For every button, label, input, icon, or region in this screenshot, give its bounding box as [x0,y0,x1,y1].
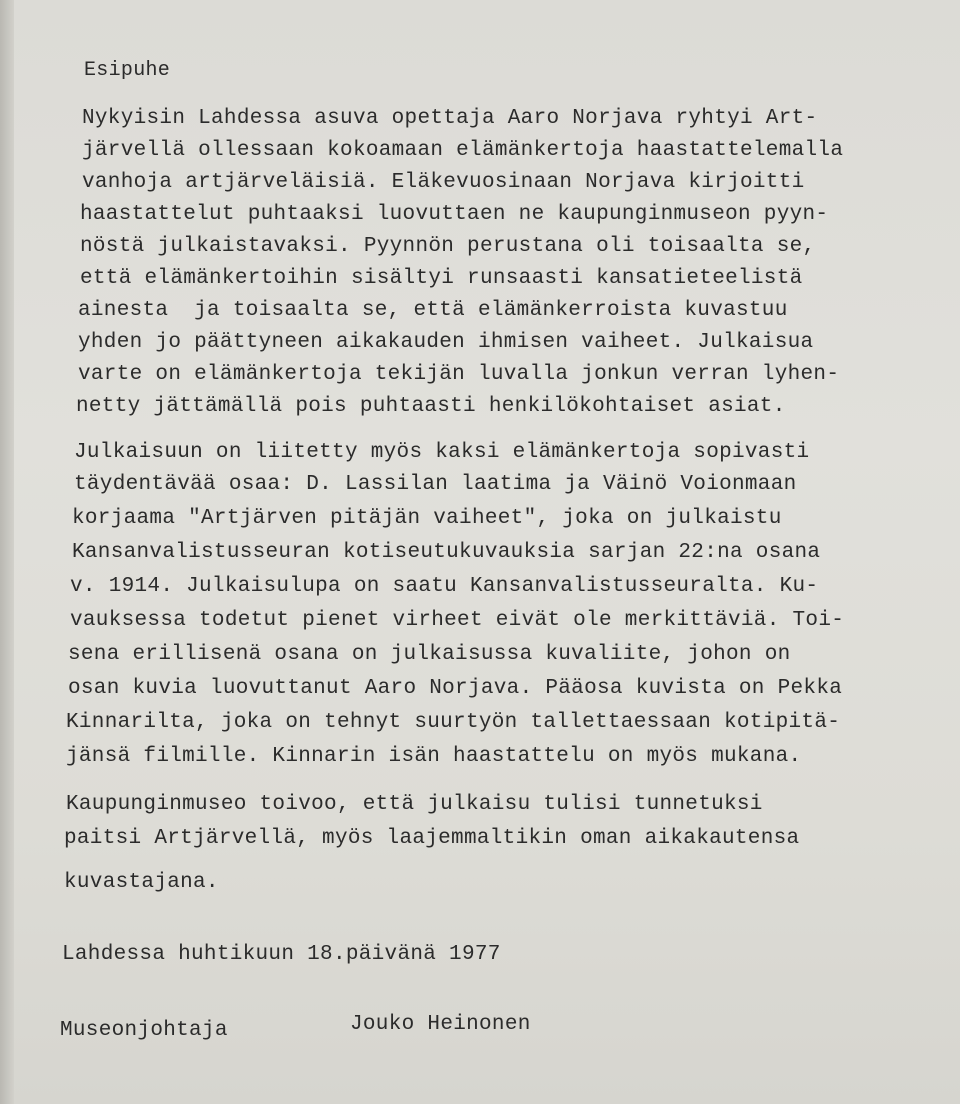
text-line: Kansanvalistusseuran kotiseutukuvauksia sarjan 22:na osana [72,541,821,564]
text-line: yhden jo päättyneen aikakauden ihmisen vaiheet. Julkaisua [78,331,814,354]
text-line: järvellä ollessaan kokoamaan elämänkertoja haastattelemalla [82,139,844,162]
text-line: korjaama "Artjärven pitäjän vaiheet", joka on julkaistu [72,507,782,530]
signer-title: Museonjohtaja [60,1019,228,1042]
text-line: Julkaisuun on liitetty myös kaksi elämänkertoja sopivasti [74,441,810,464]
text-line: sena erillisenä osana on julkaisussa kuvaliite, johon on [68,643,791,666]
signer-name: Jouko Heinonen [350,1013,531,1036]
text-line: jänsä filmille. Kinnarin isän haastattelu on myös mukana. [66,745,802,768]
text-line: että elämänkertoihin sisältyi runsaasti kansatieteelistä [80,267,803,290]
text-line: vauksessa todetut pienet virheet eivät ole merkittäviä. Toi- [70,609,845,632]
page-edge-shadow [0,0,14,1104]
document-heading: Esipuhe [84,59,171,82]
text-line: v. 1914. Julkaisulupa on saatu Kansanvalistusseuralta. Ku- [70,575,819,598]
text-line: Kinnarilta, joka on tehnyt suurtyön tallettaessaan kotipitä- [66,711,841,734]
text-line: varte on elämänkertoja tekijän luvalla jonkun verran lyhen- [78,363,840,386]
text-line: osan kuvia luovuttanut Aaro Norjava. Pääosa kuvista on Pekka [68,677,843,700]
text-line: Kaupunginmuseo toivoo, että julkaisu tulisi tunnetuksi [66,793,763,816]
text-line: nöstä julkaistavaksi. Pyynnön perustana oli toisaalta se, [80,235,816,258]
text-line: kuvastajana. [64,871,219,894]
text-line: täydentävää osaa: D. Lassilan laatima ja Väinö Voionmaan [74,473,797,496]
text-line: ainesta ja toisaalta se, että elämänkerroista kuvastuu [78,299,788,322]
text-line: paitsi Artjärvellä, myös laajemmaltikin oman aikakautensa [64,827,800,850]
text-line: vanhoja artjärveläisiä. Eläkevuosinaan Norjava kirjoitti [82,171,805,194]
text-line: Nykyisin Lahdessa asuva opettaja Aaro Norjava ryhtyi Art- [82,107,818,130]
text-line: haastattelut puhtaaksi luovuttaen ne kaupunginmuseon pyyn- [80,203,829,226]
text-line: netty jättämällä pois puhtaasti henkilökohtaiset asiat. [76,395,786,418]
place-and-date: Lahdessa huhtikuun 18.päivänä 1977 [62,943,501,966]
